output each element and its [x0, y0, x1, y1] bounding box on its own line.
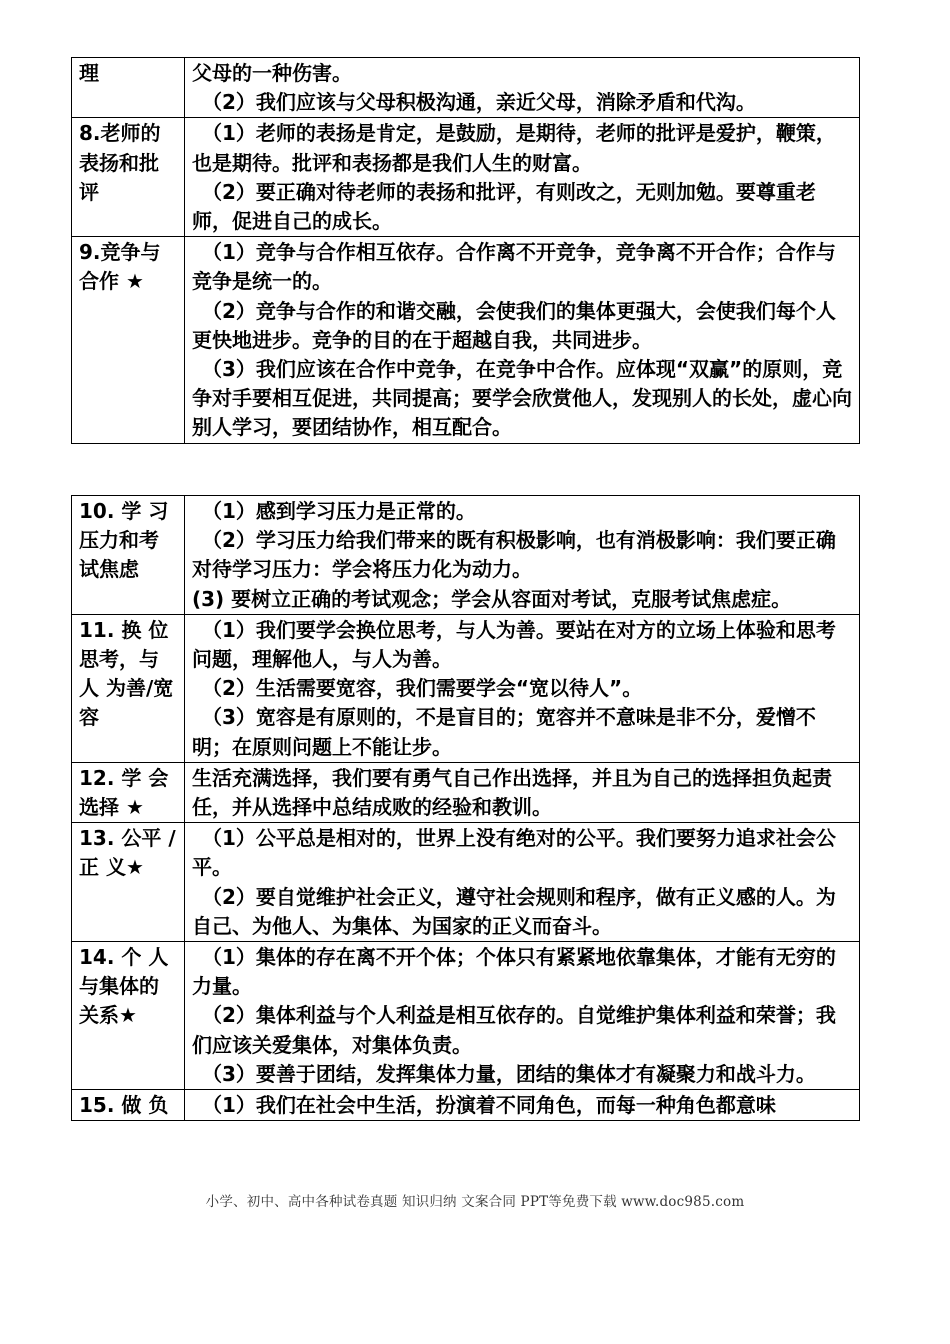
content-cell: [185, 58, 860, 118]
content-paragraph: （2）竞争与合作的和谐交融，会使我们的集体更强大，会使我们每个人更快地进步。竞争的目的在于超越自我，共同进步。: [192, 298, 836, 352]
page-footer: 小学、初中、高中各种试卷真题 知识归纳 文案合同 PPT等免费下载 www.doc985.com: [205, 1194, 745, 1210]
content-paragraph: （3）我们应该在合作中竞争，在竞争中合作。应体现“双赢”的原则，竞争对手要相互促进，共同提高；要学会欣赏他人，发现别人的长处，虚心向别人学习，要团结协作，相互配合。: [192, 357, 852, 440]
content-cell: [185, 118, 860, 237]
content-cell: [185, 614, 860, 762]
topic-cell: 14. 个 人与集体的关系★: [72, 942, 185, 1090]
content-paragraph: （2）我们应该与父母积极沟通，亲近父母，消除矛盾和代沟。: [202, 90, 756, 115]
table-row: [72, 1090, 860, 1121]
content-paragraph: （1）老师的表扬是肯定，是鼓励，是期待，老师的批评是爱护，鞭策，也是期待。批评和表扬都是我们人生的财富。: [192, 121, 836, 175]
table-row: [72, 823, 860, 942]
content-paragraph: （2）要正确对待老师的表扬和批评，有则改之，无则加勉。要尊重老师，促进自己的成长。: [192, 179, 816, 234]
content-paragraph: (3) 要树立正确的考试观念；学会从容面对考试，克服考试焦虑症。: [192, 586, 792, 611]
content-cell: [185, 237, 860, 443]
table-row: [72, 762, 860, 822]
content-paragraph: （1）公平总是相对的，世界上没有绝对的公平。我们要努力追求社会公平。: [192, 826, 836, 880]
content-paragraph: （1）我们在社会中生活，扮演着不同角色，而每一种角色都意味: [202, 1093, 776, 1118]
table-body: [72, 58, 860, 444]
table-row: [72, 58, 860, 118]
topic-cell: 10. 学 习压力和考试焦虑: [72, 496, 185, 615]
content-cell: [185, 762, 860, 822]
content-paragraph: （2）集体利益与个人利益是相互依存的。自觉维护集体利益和荣誉；我们应该关爱集体，对集体负责。: [192, 1003, 836, 1057]
content-paragraph: （1）竞争与合作相互依存。合作离不开竞争，竞争离不开合作；合作与竞争是统一的。: [192, 240, 836, 294]
topic-cell: 12. 学 会选择 ★: [72, 762, 185, 822]
table-row: [72, 942, 860, 1090]
content-cell: [185, 496, 860, 615]
content-cell: [185, 823, 860, 942]
content-paragraph: （1）我们要学会换位思考，与人为善。要站在对方的立场上体验和思考问题，理解他人，与人为善。: [192, 617, 836, 672]
content-paragraph: 父母的一种伤害。: [192, 61, 352, 85]
topic-cell: 9.竞争与合作 ★: [72, 237, 185, 443]
content-paragraph: （3）宽容是有原则的，不是盲目的；宽容并不意味是非不分，爱憎不明；在原则问题上不能让步。: [192, 705, 816, 759]
table-row: [72, 614, 860, 762]
topic-cell: 15. 做 负: [72, 1090, 185, 1121]
content-paragraph: （2）要自觉维护社会正义，遵守社会规则和程序，做有正义感的人。为自己、为他人、为集体、为国家的正义而奋斗。: [192, 884, 836, 938]
content-cell: [185, 942, 860, 1090]
knowledge-table-upper: [71, 57, 860, 444]
content-cell: [185, 1090, 860, 1121]
content-paragraph: （1）集体的存在离不开个体；个体只有紧紧地依靠集体，才能有无穷的力量。: [192, 945, 836, 999]
table-row: [72, 118, 860, 237]
content-paragraph: 生活充满选择，我们要有勇气自己作出选择，并且为自己的选择担负起责任，并从选择中总结成败的经验和教训。: [192, 765, 832, 820]
table-row: [72, 496, 860, 615]
content-paragraph: （2）学习压力给我们带来的既有积极影响，也有消极影响：我们要正确对待学习压力：学会将压力化为动力。: [192, 528, 836, 582]
content-paragraph: （2）生活需要宽容，我们需要学会“宽以待人”。: [202, 676, 643, 701]
topic-cell: 理: [72, 58, 185, 118]
table-row: [72, 237, 860, 443]
topic-cell: 11. 换 位思考，与人 为善/宽容: [72, 614, 185, 762]
content-paragraph: （1）感到学习压力是正常的。: [202, 499, 476, 523]
knowledge-table-lower: [71, 495, 860, 1121]
content-paragraph: （3）要善于团结，发挥集体力量，团结的集体才有凝聚力和战斗力。: [202, 1061, 816, 1086]
topic-cell: 13. 公平 / 正 义★: [72, 823, 185, 942]
table-body: [72, 496, 860, 1121]
topic-cell: 8.老师的表扬和批评: [72, 118, 185, 237]
